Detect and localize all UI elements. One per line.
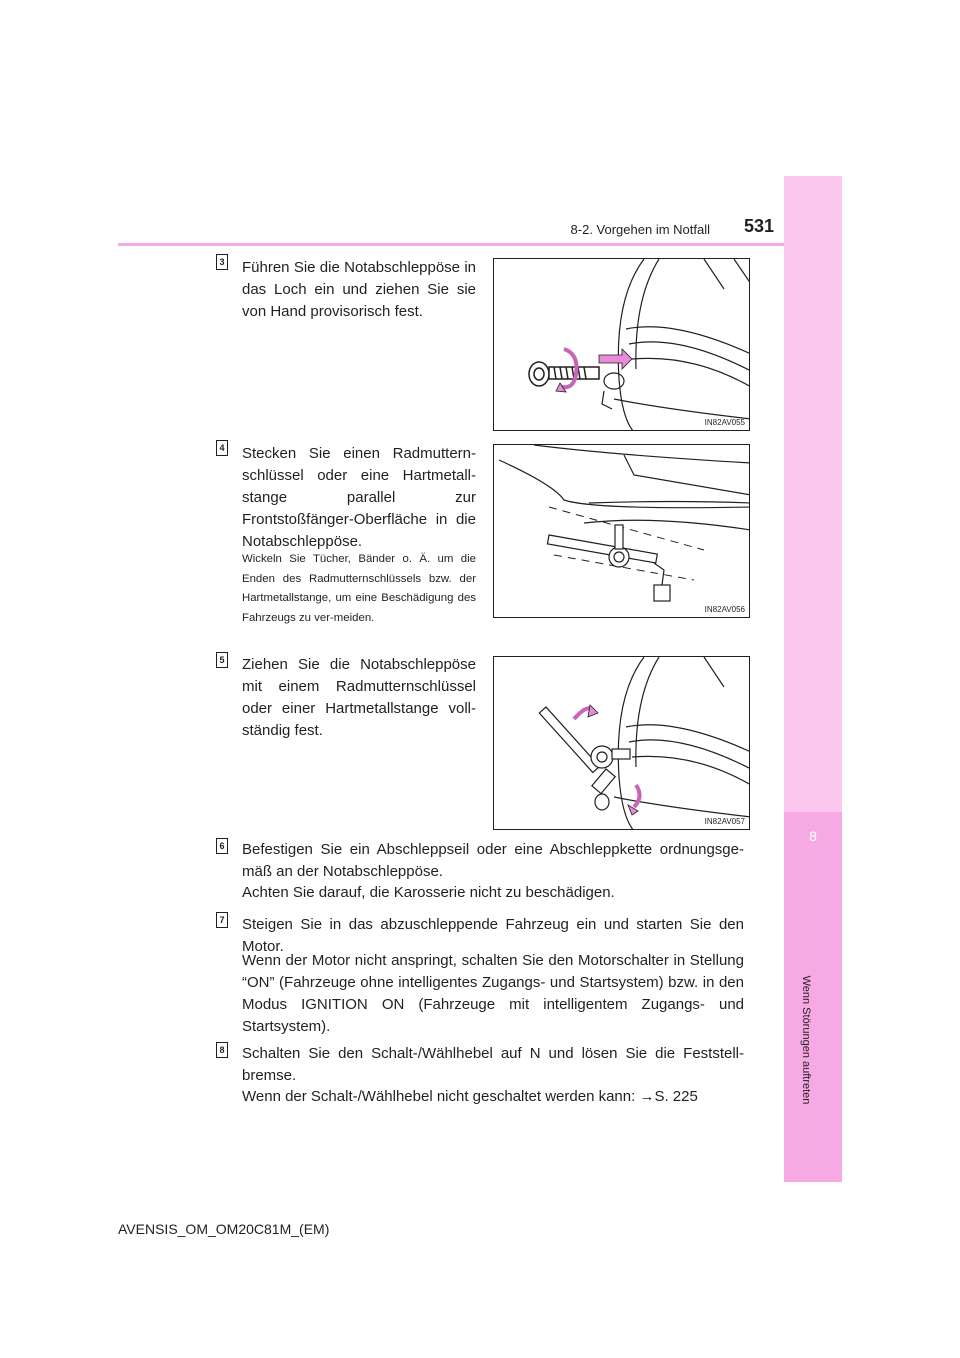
step-6-text: Befestigen Sie ein Abschleppseil oder eine Abschleppkette ordnungsge-mäß an der Notabschleppöse. bbox=[242, 841, 744, 880]
step-number-4: 4 bbox=[216, 440, 228, 456]
chapter-title: Wenn Störungen auftreten bbox=[800, 975, 812, 1105]
figure-code: IN82AV056 bbox=[704, 605, 745, 614]
page-number: 531 bbox=[743, 216, 774, 236]
step-number-7: 7 bbox=[216, 912, 228, 928]
wrench-parallel-illustration bbox=[494, 445, 750, 618]
tow-eyelet-insert-illustration bbox=[494, 259, 750, 431]
step-5-text: Ziehen Sie die Notabschleppöse mit einem Radmutternschlüssel oder einer Hartmetallstange voll-ständig fest. bbox=[242, 656, 476, 739]
chapter-side-tab-active bbox=[784, 812, 842, 1182]
tighten-eyelet-illustration bbox=[494, 657, 750, 830]
step-6-detail: Achten Sie darauf, die Karosserie nicht zu beschädigen. bbox=[242, 884, 615, 901]
figure-code: IN82AV057 bbox=[704, 817, 745, 826]
step-number-8: 8 bbox=[216, 1042, 228, 1058]
figure-tighten-eyelet bbox=[493, 656, 750, 830]
step-4-note: Wickeln Sie Tücher, Bänder o. Ä. um die Enden des Radmutternschlüssels bzw. der Hartmetallstange, um eine Beschädigung des Fahrzeugs zu ver-meiden. bbox=[242, 553, 476, 624]
figure-code: IN82AV055 bbox=[704, 418, 745, 427]
step-number-5: 5 bbox=[216, 652, 228, 668]
step-8-text: Schalten Sie den Schalt-/Wählhebel auf N und lösen Sie die Feststell-bremse. bbox=[242, 1045, 744, 1084]
figure-tow-eyelet-insert bbox=[493, 258, 750, 431]
step-3-text: Führen Sie die Notabschleppöse in das Loch ein und ziehen Sie sie von Hand provisorisch fest. bbox=[242, 259, 476, 320]
chapter-number: 8 bbox=[809, 828, 817, 844]
step-8-detail: Wenn der Schalt-/Wählhebel nicht geschaltet werden kann: →S. 225 bbox=[242, 1088, 698, 1105]
step-4-text: Stecken Sie einen Radmuttern-schlüssel oder eine Hartmetall-stange parallel zur Frontstoßfänger-Oberfläche in die Notabschleppöse. bbox=[242, 445, 476, 550]
header-rule bbox=[118, 243, 784, 246]
step-7-detail: Wenn der Motor nicht anspringt, schalten Sie den Motorschalter in Stellung “ON” (Fahrzeuge ohne intelligentes Zugangs- und Startsystem) bzw. in den Modus IGNITION ON (Fahrzeuge mit intelligentem Zugangs- und Startsystem). bbox=[242, 952, 744, 1035]
section-title: 8-2. Vorgehen im Notfall bbox=[570, 222, 710, 237]
step-7-text: Steigen Sie in das abzuschleppende Fahrzeug ein und starten Sie den Motor. bbox=[242, 916, 744, 955]
document-footer: AVENSIS_OM_OM20C81M_(EM) bbox=[118, 1221, 330, 1237]
step-number-6: 6 bbox=[216, 838, 228, 854]
step-number-3: 3 bbox=[216, 254, 228, 270]
figure-wrench-parallel bbox=[493, 444, 750, 618]
